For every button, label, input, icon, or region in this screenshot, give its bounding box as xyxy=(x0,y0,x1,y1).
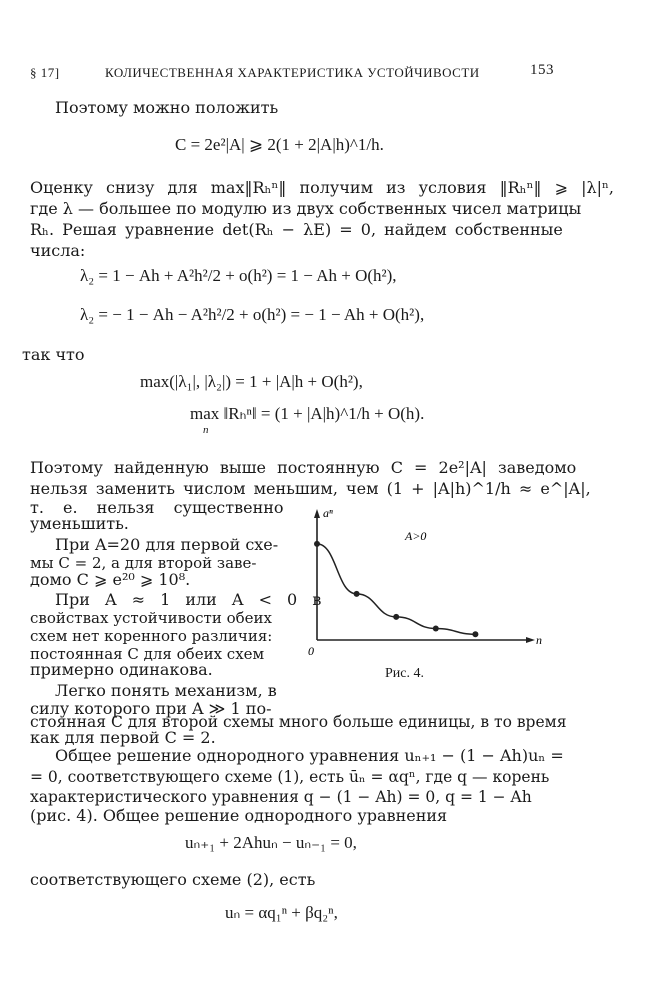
y-axis-arrow xyxy=(314,509,320,518)
equation-max-2-subscript: n xyxy=(203,424,209,436)
paragraph-line: как для первой C = 2. xyxy=(30,728,216,747)
equation-lambda-2: λ₂ = − 1 − Ah − A²h²/2 + o(h²) = − 1 − Ah + O(h²), xyxy=(80,305,425,324)
paragraph-line: нельзя заменить числом меньшим, чем (1 + |A|h)^1/h ≈ e^|A|, xyxy=(30,479,591,498)
left-column-line: силу которого при A ≫ 1 по- xyxy=(30,699,272,718)
figure-4-plot xyxy=(300,505,550,665)
left-column-line: т. е. нельзя существенно xyxy=(30,498,284,517)
left-column-line: схем нет коренного различия: xyxy=(30,627,273,645)
figure-caption: Рис. 4. xyxy=(385,666,424,681)
left-column-line: уменьшить. xyxy=(30,514,129,533)
paragraph-line: Поэтому найденную выше постоянную C = 2e²|A| заведомо xyxy=(30,458,577,477)
data-point xyxy=(393,614,399,620)
left-column-line: свойствах устойчивости обеих xyxy=(30,609,272,627)
data-point xyxy=(314,541,320,547)
left-column-line: примерно одинакова. xyxy=(30,660,213,679)
left-column-line: домо C ⩾ e²⁰ ⩾ 10⁸. xyxy=(30,570,191,589)
equation-solution: uₙ = αq₁ⁿ + βq₂ⁿ, xyxy=(225,903,338,922)
paragraph-line: Rₕ. Решая уравнение det(Rₕ − λE) = 0, найдем собственные xyxy=(30,220,563,239)
running-title: КОЛИЧЕСТВЕННАЯ ХАРАКТЕРИСТИКА УСТОЙЧИВОСТИ xyxy=(105,65,480,80)
paragraph-line: стоянная C для второй схемы много больше единицы, в то время xyxy=(30,713,567,731)
page-number: 153 xyxy=(530,62,554,78)
left-column-line: При A ≈ 1 или A < 0 в xyxy=(55,590,322,609)
equation-lambda-1: λ₂ = 1 − Ah + A²h²/2 + o(h²) = 1 − Ah + O(h²), xyxy=(80,266,397,285)
left-column-line: постоянная C для обеих схем xyxy=(30,645,265,663)
equation-C: C = 2e²|A| ⩾ 2(1 + 2|A|h)^1/h. xyxy=(175,135,384,154)
left-column-line: мы C = 2, а для второй заве- xyxy=(30,554,257,572)
paragraph-line: соответствующего схеме (2), есть xyxy=(30,870,316,889)
paragraph-line: Оценку снизу для max‖Rₕⁿ‖ получим из условия ‖Rₕⁿ‖ ⩾ |λ|ⁿ, xyxy=(30,178,615,197)
paragraph-line: (рис. 4). Общее решение однородного уравнения xyxy=(30,806,448,825)
paragraph-line: где λ — большее по модулю из двух собственных чисел матрицы xyxy=(30,199,582,218)
paragraph-line: = 0, соответствующего схеме (1), есть ūₙ = αqⁿ, где q — корень xyxy=(30,768,550,786)
data-point xyxy=(472,631,478,637)
so-that-text: так что xyxy=(22,345,85,364)
decay-curve xyxy=(317,544,475,634)
section-marker: § 17] xyxy=(30,65,60,80)
equation-max-2: max ‖Rₕⁿ‖ = (1 + |A|h)^1/h + O(h). xyxy=(190,404,425,423)
equation-max-1: max(|λ₁|, |λ₂|) = 1 + |A|h + O(h²), xyxy=(140,372,363,391)
x-axis-arrow xyxy=(526,637,535,643)
x-axis-label: n xyxy=(536,633,542,647)
data-point xyxy=(433,625,439,631)
origin-label: 0 xyxy=(308,644,314,658)
y-axis-label: aⁿ xyxy=(323,506,333,520)
equation-recurrence: uₙ₊₁ + 2Ahuₙ − uₙ₋₁ = 0, xyxy=(185,833,357,852)
condition-label: A>0 xyxy=(405,529,427,543)
paragraph-line: числа: xyxy=(30,241,86,260)
paragraph-line: характеристического уравнения q − (1 − Ah) = 0, q = 1 − Ah xyxy=(30,788,532,806)
paragraph-line: Общее решение однородного уравнения uₙ₊₁ − (1 − Ah)uₙ = xyxy=(55,746,564,765)
left-column-line: Легко понять механизм, в xyxy=(55,681,277,700)
data-point xyxy=(354,591,360,597)
left-column-line: При A=20 для первой схе- xyxy=(55,535,279,554)
intro-line: Поэтому можно положить xyxy=(55,98,279,117)
